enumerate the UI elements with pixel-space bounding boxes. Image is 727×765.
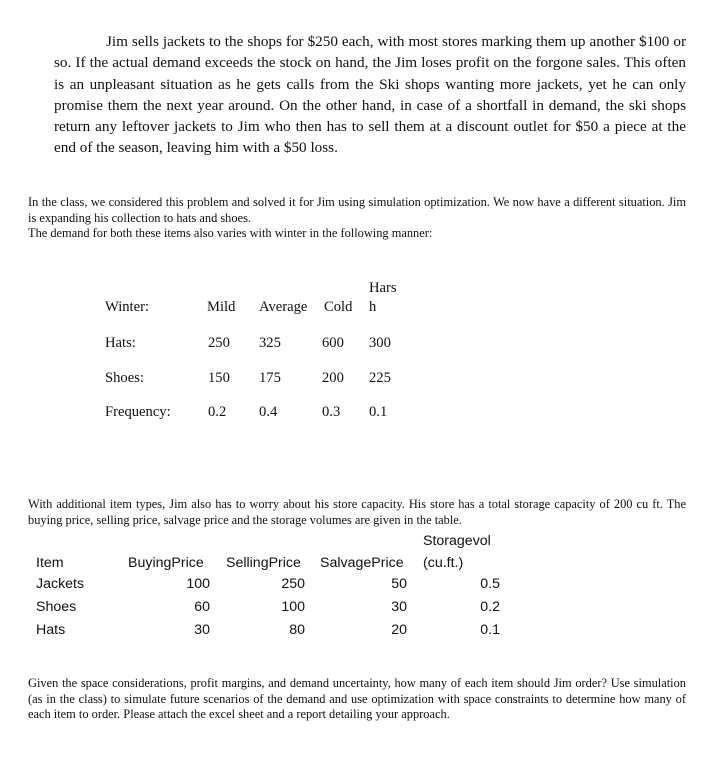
winter-header-mild: Mild [207,299,236,315]
item-cell: 50 [391,576,407,592]
item-cell: 100 [281,599,305,615]
winter-header-average: Average [259,299,308,315]
item-header-item: Item [36,555,64,571]
winter-cell: 225 [369,370,391,386]
winter-cell: 200 [322,370,344,386]
winter-cell: 175 [259,370,281,386]
winter-header-cold: Cold [324,299,353,315]
winter-cell: 325 [259,335,281,351]
winter-cell: 250 [208,335,230,351]
winter-cell: 300 [369,335,391,351]
item-row-name: Shoes [36,599,77,615]
item-header-storage-bottom: (cu.ft.) [423,555,464,571]
item-cell: 30 [194,622,210,638]
item-cell: 30 [391,599,407,615]
intro-paragraph: Jim sells jackets to the shops for $250 each, with most stores marking them up another $100 or so. If the actual demand exceeds the stock on hand, the Jim loses profit on the forgone sales. This often is an unpleasant situation as he gets calls from the Ski shops wanting more jackets, yet he can only promise them the next year around. On the other hand, in case of a shortfall in demand, the ski shops return any leftover jackets to Jim who then has to sell them at a discount outlet for $50 a piece at the end of the season, leaving him with a $50 loss. [54,33,686,157]
item-cell: 250 [281,576,305,592]
winter-row-label: Shoes: [105,370,144,386]
item-cell: 0.5 [480,576,500,592]
item-row-name: Hats [36,622,66,638]
item-header-salvage: SalvagePrice [320,555,404,571]
question-paragraph: Given the space considerations, profit margins, and demand uncertainty, how many of each item should Jim order? Use simulation (as in the class) to simulate future scenarios of the demand and use optimization with space constraints to determine how many of each item to order. Please attach the excel sheet and a report detailing your approach. [28,676,686,722]
capacity-paragraph: With additional item types, Jim also has to worry about his store capacity. His store has a total storage capacity of 200 cu ft. The buying price, selling price, salvage price and the storage volumes are given in the table. [28,497,686,527]
context-line-2: The demand for both these items also varies with winter in the following manner: [28,226,433,241]
item-header-storage-top: Storagevol [423,533,491,549]
item-cell: 0.1 [480,622,500,638]
winter-cell: 600 [322,335,344,351]
winter-row-label: Hats: [105,335,136,351]
winter-cell: 0.1 [369,404,388,420]
context-line-1: In the class, we considered this problem and solved it for Jim using simulation optimization. We now have a different situation. Jim is expanding his collection to hats and shoes. [28,195,686,225]
winter-header-harsh-top: Hars [369,280,397,296]
item-cell: 0.2 [480,599,500,615]
winter-header-label: Winter: [105,299,149,315]
winter-cell: 0.2 [208,404,227,420]
winter-row-label: Frequency: [105,404,171,420]
item-cell: 20 [391,622,407,638]
item-row-name: Jackets [36,576,85,592]
winter-cell: 150 [208,370,230,386]
item-header-buying: BuyingPrice [128,555,204,571]
item-cell: 100 [186,576,210,592]
item-cell: 80 [289,622,305,638]
winter-cell: 0.4 [259,404,278,420]
winter-cell: 0.3 [322,404,341,420]
winter-header-harsh-bottom: h [369,299,377,315]
item-header-selling: SellingPrice [226,555,301,571]
item-cell: 60 [194,599,210,615]
